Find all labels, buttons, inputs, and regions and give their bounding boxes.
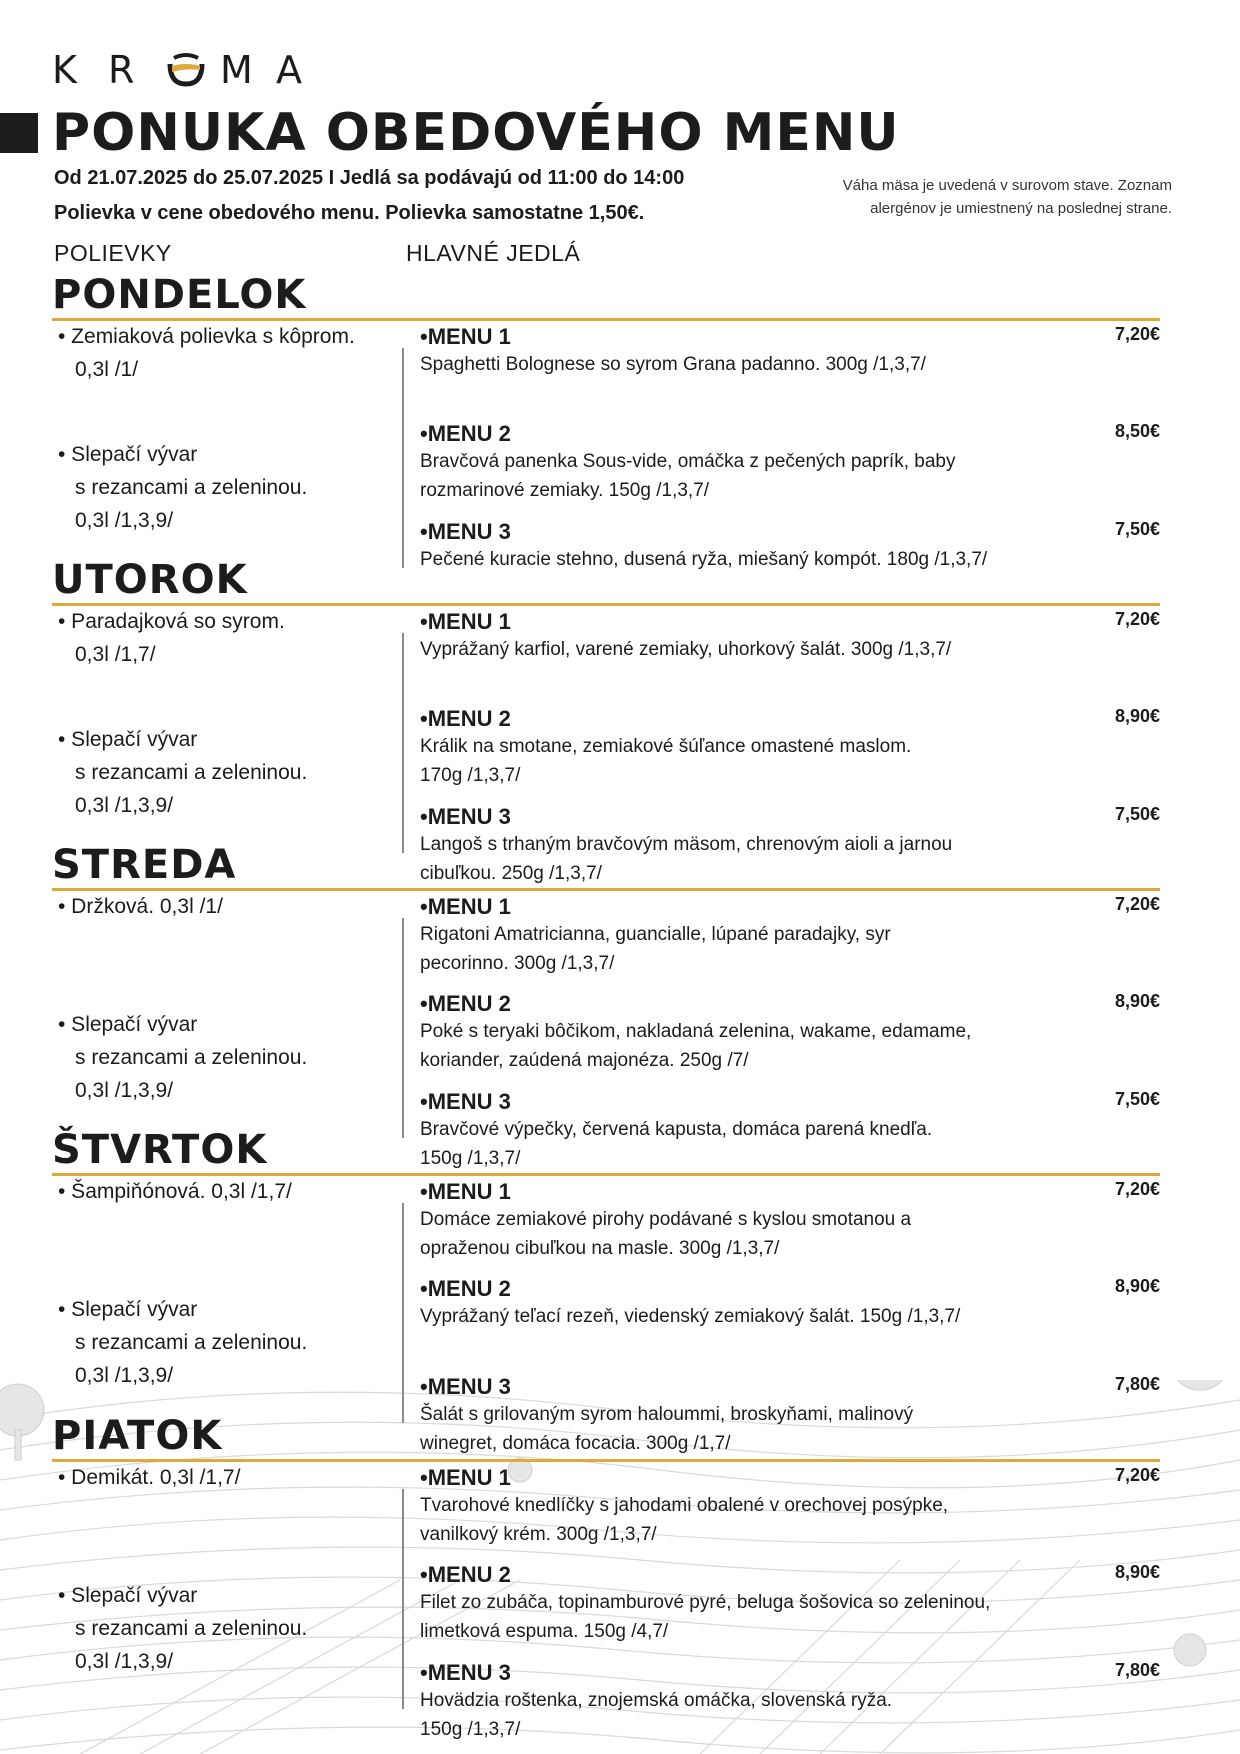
menu-price: 7,20€ — [1114, 1465, 1160, 1485]
menu-label: •MENU 3 — [420, 519, 511, 544]
menu-item — [420, 324, 1160, 379]
menu-description: limetková espuma. 150g /4,7/ — [420, 1621, 669, 1642]
menu-label: •MENU 1 — [420, 1465, 511, 1490]
menu-price: 7,50€ — [1114, 519, 1160, 539]
menu-price: 8,90€ — [1114, 706, 1160, 726]
soup-line: s rezancami a zeleninou. — [75, 761, 308, 784]
menu-label: •MENU 2 — [420, 1276, 511, 1301]
menu-price: 7,20€ — [1114, 1179, 1160, 1199]
menu-price: 7,80€ — [1114, 1660, 1160, 1680]
soup-line: • Demikát. 0,3l /1,7/ — [58, 1466, 241, 1489]
column-divider — [402, 633, 404, 853]
soup-item — [58, 1461, 240, 1494]
menu-label: •MENU 1 — [420, 894, 511, 919]
menu-label: •MENU 2 — [420, 706, 511, 731]
column-divider — [402, 918, 404, 1138]
day-name: STREDA — [52, 842, 237, 888]
soup-line: • Paradajková so syrom. — [58, 610, 285, 633]
soup-line: 0,3l /1,3,9/ — [75, 1650, 174, 1673]
menu-description: Vyprážaný teľací rezeň, viedenský zemiakový šalát. 150g /1,3,7/ — [420, 1306, 961, 1327]
menu-price: 8,90€ — [1114, 1276, 1160, 1296]
menu-description: rozmarinové zemiaky. 150g /1,3,7/ — [420, 480, 710, 501]
menu-description: koriander, zaúdená majonéza. 250g /7/ — [420, 1050, 749, 1071]
soups-header: POLIEVKY — [54, 240, 172, 266]
menu-label: •MENU 3 — [420, 1660, 511, 1685]
day-name: ŠTVRTOK — [52, 1127, 268, 1173]
logo-letter-a: A — [276, 48, 302, 92]
soup-line: • Šampiňónová. 0,3l /1,7/ — [58, 1180, 292, 1203]
logo-letter-r: R — [108, 48, 135, 92]
column-divider — [402, 348, 404, 568]
menu-item — [420, 991, 1160, 1075]
menu-item — [420, 894, 1160, 978]
soup-line: s rezancami a zeleninou. — [75, 1617, 308, 1640]
menu-item — [420, 1089, 1160, 1173]
menu-description: Vyprážaný karfiol, varené zemiaky, uhorkový šalát. 300g /1,3,7/ — [420, 639, 952, 660]
soup-price-info: Polievka v cene obedového menu. Polievka samostatne 1,50€. — [54, 202, 645, 224]
day-name: PIATOK — [52, 1413, 223, 1459]
menu-label: •MENU 1 — [420, 1179, 511, 1204]
allergen-note — [752, 174, 1172, 220]
menu-label: •MENU 3 — [420, 804, 511, 829]
menu-description: opraženou cibuľkou na masle. 300g /1,3,7/ — [420, 1238, 780, 1259]
menu-label: •MENU 2 — [420, 991, 511, 1016]
column-divider — [402, 1203, 404, 1423]
logo-letter-k: K — [52, 48, 77, 92]
menu-item — [420, 1562, 1160, 1646]
menu-price: 7,20€ — [1114, 894, 1160, 914]
soup-item — [58, 438, 307, 537]
soup-line: 0,3l /1,7/ — [75, 643, 156, 666]
menu-description: Hovädzia roštenka, znojemská omáčka, slovenská ryža. — [420, 1690, 893, 1711]
page-title: PONUKA OBEDOVÉHO MENU — [52, 103, 900, 163]
allergen-note-line1: Váha mäsa je uvedená v surovom stave. Zoznam — [842, 177, 1172, 194]
menu-price: 8,50€ — [1114, 421, 1160, 441]
soup-line: 0,3l /1,3,9/ — [75, 1079, 174, 1102]
soup-item — [58, 605, 285, 671]
menu-item — [420, 1465, 1160, 1549]
mains-header: HLAVNÉ JEDLÁ — [406, 240, 581, 266]
menu-item — [420, 1374, 1160, 1458]
day-name: PONDELOK — [52, 272, 307, 318]
menu-item — [420, 804, 1160, 888]
logo — [52, 50, 332, 90]
menu-item — [420, 1179, 1160, 1263]
menu-description: pecorinno. 300g /1,3,7/ — [420, 953, 615, 974]
soup-line: s rezancami a zeleninou. — [75, 1331, 308, 1354]
menu-item — [420, 609, 1160, 664]
menu-price: 7,80€ — [1114, 1374, 1160, 1394]
column-divider — [402, 1489, 404, 1709]
menu-description: Šalát s grilovaným syrom haloummi, broskyňami, malinový — [420, 1404, 914, 1425]
soup-line: • Slepačí vývar — [58, 443, 198, 466]
menu-description: Bravčové výpečky, červená kapusta, domáca parená knedľa. — [420, 1119, 933, 1140]
soup-line: • Slepačí vývar — [58, 1013, 198, 1036]
menu-description: 170g /1,3,7/ — [420, 765, 521, 786]
day-name: UTOROK — [52, 557, 248, 603]
menu-price: 7,20€ — [1114, 324, 1160, 344]
menu-price: 8,90€ — [1114, 991, 1160, 1011]
soup-line: • Slepačí vývar — [58, 1584, 198, 1607]
allergen-note-line2: alergénov je umiestnený na poslednej strane. — [870, 200, 1172, 217]
menu-description: Rigatoni Amatricianna, guancialle, lúpané paradajky, syr — [420, 924, 891, 945]
menu-label: •MENU 3 — [420, 1374, 511, 1399]
soup-item — [58, 1579, 307, 1678]
menu-price: 7,20€ — [1114, 609, 1160, 629]
soup-line: s rezancami a zeleninou. — [75, 476, 308, 499]
menu-item — [420, 706, 1160, 790]
title-accent-block — [0, 113, 38, 153]
soup-line: 0,3l /1,3,9/ — [75, 509, 174, 532]
menu-label: •MENU 2 — [420, 1562, 511, 1587]
soup-line: • Zemiaková polievka s kôprom. — [58, 325, 355, 348]
menu-description: Poké s teryaki bôčikom, nakladaná zelenina, wakame, edamame, — [420, 1021, 972, 1042]
soup-line: • Slepačí vývar — [58, 728, 198, 751]
logo-bowl-icon — [164, 50, 220, 90]
menu-description: Tvarohové knedlíčky s jahodami obalené v orechovej posýpke, — [420, 1495, 949, 1516]
menu-item — [420, 1276, 1160, 1331]
soup-line: 0,3l /1,3,9/ — [75, 1364, 174, 1387]
soup-item — [58, 320, 355, 386]
soup-item — [58, 1175, 292, 1208]
menu-description: Filet zo zubáča, topinamburové pyré, beluga šošovica so zeleninou, — [420, 1592, 991, 1613]
soup-item — [58, 1008, 307, 1107]
soup-item — [58, 890, 223, 923]
menu-description: winegret, domáca focacia. 300g /1,7/ — [420, 1433, 731, 1454]
logo-letter-m: M — [220, 48, 253, 92]
soup-item — [58, 1293, 307, 1392]
menu-label: •MENU 1 — [420, 324, 511, 349]
menu-description: Domáce zemiakové pirohy podávané s kyslou smotanou a — [420, 1209, 912, 1230]
menu-description: Bravčová panenka Sous-vide, omáčka z pečených paprík, baby — [420, 451, 956, 472]
menu-label: •MENU 2 — [420, 421, 511, 446]
date-info: Od 21.07.2025 do 25.07.2025 I Jedlá sa podávajú od 11:00 do 14:00 — [54, 167, 685, 189]
menu-label: •MENU 3 — [420, 1089, 511, 1114]
menu-description: Králik na smotane, zemiakové šúľance omastené maslom. — [420, 736, 912, 757]
menu-description: Langoš s trhaným bravčovým mäsom, chrenovým aioli a jarnou — [420, 834, 953, 855]
menu-item — [420, 421, 1160, 505]
soup-line: 0,3l /1,3,9/ — [75, 794, 174, 817]
menu-price: 7,50€ — [1114, 1089, 1160, 1109]
menu-price: 7,50€ — [1114, 804, 1160, 824]
menu-item — [420, 519, 1160, 574]
soup-line: • Slepačí vývar — [58, 1298, 198, 1321]
soup-line: 0,3l /1/ — [75, 358, 139, 381]
menu-price: 8,90€ — [1114, 1562, 1160, 1582]
menu-description: vanilkový krém. 300g /1,3,7/ — [420, 1524, 657, 1545]
menu-description: cibuľkou. 250g /1,3,7/ — [420, 863, 602, 884]
menu-description: 150g /1,3,7/ — [420, 1719, 521, 1740]
menu-item — [420, 1660, 1160, 1744]
soup-line: s rezancami a zeleninou. — [75, 1046, 308, 1069]
soup-item — [58, 723, 307, 822]
menu-description: Pečené kuracie stehno, dusená ryža, miešaný kompót. 180g /1,3,7/ — [420, 549, 988, 570]
menu-description: Spaghetti Bolognese so syrom Grana padanno. 300g /1,3,7/ — [420, 354, 926, 375]
soup-line: • Držková. 0,3l /1/ — [58, 895, 223, 918]
menu-description: 150g /1,3,7/ — [420, 1148, 521, 1169]
menu-label: •MENU 1 — [420, 609, 511, 634]
